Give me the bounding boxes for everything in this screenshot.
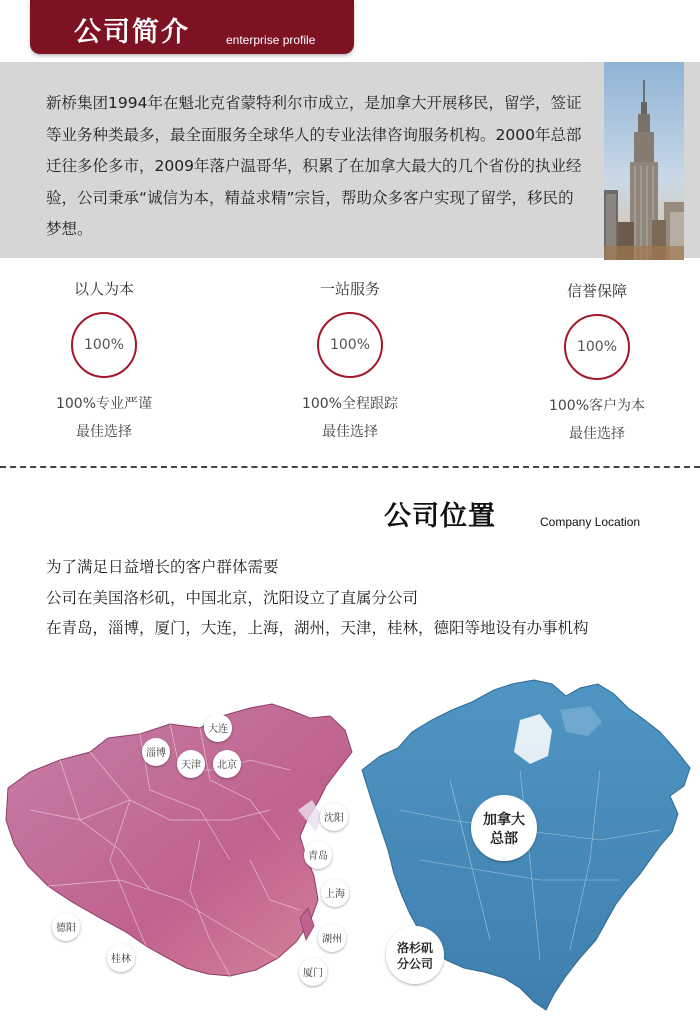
la-branch-marker bbox=[386, 926, 444, 984]
city-label: 德阳 bbox=[56, 923, 76, 934]
feature-title: 信誉保障 bbox=[566, 282, 627, 300]
city-marker-qingdao bbox=[304, 841, 332, 869]
feature-title: 一站服务 bbox=[319, 280, 380, 298]
feature-desc-line2: 最佳选择 bbox=[569, 426, 625, 442]
location-text bbox=[46, 552, 686, 644]
city-label: 北京 bbox=[217, 760, 237, 771]
feature-desc bbox=[497, 392, 697, 448]
city-marker-huzhou bbox=[318, 924, 346, 952]
maps-svg bbox=[0, 660, 700, 1030]
skyscraper-illustration bbox=[604, 62, 684, 260]
feature-ring bbox=[317, 312, 383, 378]
feature-one-stop bbox=[250, 278, 450, 446]
location-line: 公司在美国洛杉矶，中国北京，沈阳设立了直属分公司 bbox=[46, 588, 419, 607]
intro-text: 新桥集团1994年在魁北克省蒙特利尔市成立，是加拿大开展移民，留学，签证等业务种类最多，最全面服务全球华人的专业法律咨询服务机构。2000年总部迁往多伦多市，2009年落户温哥华，积累了在加拿大最大的几个省份的执业经验，公司秉承“诚信为本，精益求精”宗旨，帮助众多客户实现了留学，移民的梦想。 bbox=[46, 94, 582, 238]
header-subtitle: enterprise profile bbox=[226, 33, 316, 47]
header-tab bbox=[30, 0, 354, 54]
city-marker-xiamen bbox=[299, 958, 327, 986]
city-label: 天津 bbox=[181, 760, 201, 771]
header-title: 公司简介 bbox=[74, 17, 190, 48]
city-marker-shanghai bbox=[321, 879, 349, 907]
feature-desc bbox=[250, 390, 450, 446]
city-label: 青岛 bbox=[308, 851, 328, 862]
feature-people-first bbox=[4, 278, 204, 446]
city-label: 湖州 bbox=[322, 934, 342, 945]
feature-value: 100% bbox=[576, 339, 618, 355]
city-marker-beijing bbox=[213, 750, 241, 778]
location-line: 为了满足日益增长的客户群体需要 bbox=[46, 558, 279, 576]
la-label-line1: 洛杉矶 bbox=[396, 941, 434, 955]
feature-desc-line2: 最佳选择 bbox=[322, 424, 378, 440]
hq-label-line1: 加拿大 bbox=[483, 812, 525, 828]
feature-credibility bbox=[497, 280, 697, 448]
location-subtitle: Company Location bbox=[540, 515, 641, 529]
city-marker-tianjin bbox=[177, 750, 205, 778]
feature-title: 以人为本 bbox=[73, 280, 134, 298]
feature-value: 100% bbox=[329, 337, 371, 353]
city-label: 桂林 bbox=[111, 954, 131, 965]
feature-ring bbox=[71, 312, 137, 378]
city-marker-deyang bbox=[52, 913, 80, 941]
hq-label-line2: 总部 bbox=[490, 831, 518, 847]
city-label: 厦门 bbox=[303, 968, 323, 979]
feature-desc-line1: 100%专业严谨 bbox=[55, 396, 153, 412]
location-line: 在青岛，淄博，厦门，大连，上海，湖州，天津，桂林，德阳等地设有办事机构 bbox=[46, 619, 589, 637]
city-skyline-photo bbox=[604, 62, 684, 260]
city-marker-guilin bbox=[107, 944, 135, 972]
feature-value: 100% bbox=[83, 337, 125, 353]
feature-ring bbox=[564, 314, 630, 380]
feature-desc-line1: 100%全程跟踪 bbox=[301, 396, 399, 412]
city-label: 上海 bbox=[325, 889, 345, 900]
city-label: 沈阳 bbox=[324, 813, 344, 824]
maps-area bbox=[0, 660, 700, 1030]
feature-desc-line2: 最佳选择 bbox=[76, 424, 132, 440]
la-label-line2: 分公司 bbox=[396, 957, 434, 971]
feature-desc bbox=[4, 390, 204, 446]
location-title: 公司位置 bbox=[384, 501, 496, 532]
dashed-divider bbox=[0, 466, 700, 468]
intro-section bbox=[0, 62, 700, 258]
city-marker-dalian bbox=[204, 714, 232, 742]
city-marker-shenyang bbox=[320, 803, 348, 831]
hq-marker bbox=[471, 795, 537, 861]
city-marker-zibo bbox=[142, 738, 170, 766]
city-label: 大连 bbox=[208, 724, 228, 735]
feature-desc-line1: 100%客户为本 bbox=[548, 398, 646, 414]
city-label: 淄博 bbox=[146, 748, 166, 759]
